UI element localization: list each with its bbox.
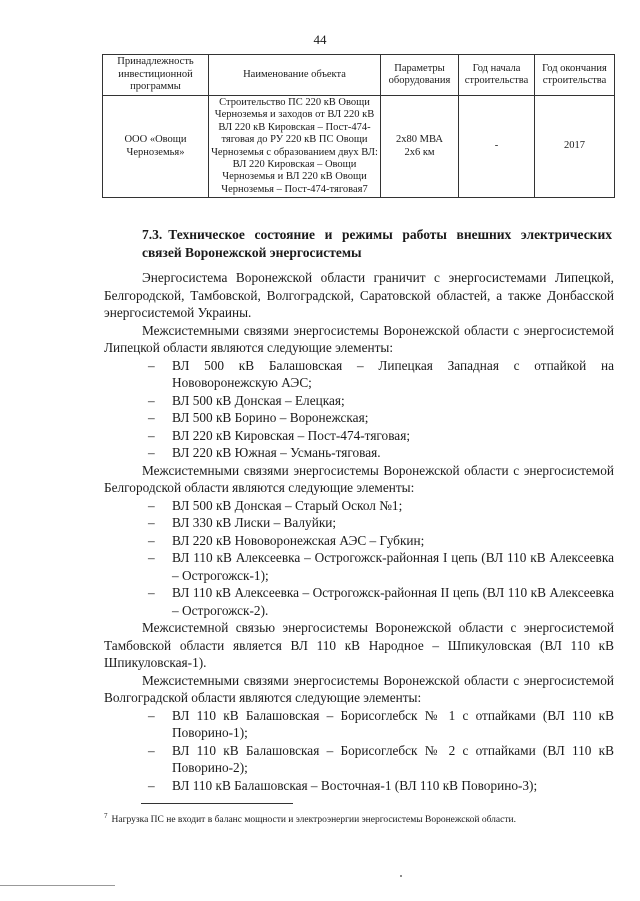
list-dash: – bbox=[148, 515, 155, 530]
footnote-mark: 7 bbox=[104, 812, 108, 820]
list-item: – ВЛ 110 кВ Балашовская – Борисоглебск № 1 с отпайками (ВЛ 110 кВ Поворино-1); bbox=[148, 707, 614, 740]
section-body bbox=[104, 269, 614, 794]
header-object: Наименование объекта bbox=[209, 55, 381, 96]
list-item: – ВЛ 220 кВ Нововоронежская АЭС – Губкин; bbox=[148, 532, 425, 548]
header-start-year: Год начала строительства bbox=[459, 55, 535, 96]
paragraph-tambov: Межсистемной связью энергосистемы Воронежской области с энергосистемой Тамбовской области является ВЛ 110 кВ Народное – Шпикуловская (ВЛ 110 кВ Шпикуловская-1). bbox=[104, 620, 614, 670]
list-dash: – bbox=[148, 707, 155, 723]
cell-end-year: 2017 bbox=[535, 96, 615, 198]
paragraph-neighbors: Энергосистема Воронежской области граничит с энергосистемами Липецкой, Белгородской, Тамбовской, Волгоградской, Саратовской областей, а также Донбасской энергосистемой Украины. bbox=[104, 270, 614, 320]
list-item: – ВЛ 500 кВ Балашовская – Липецкая Западная с отпайкой на Нововоронежскую АЭС; bbox=[148, 357, 614, 390]
list-dash: – bbox=[148, 410, 155, 425]
list-item: – ВЛ 110 кВ Алексеевка – Острогожск-районная I цепь (ВЛ 110 кВ Алексеевка – Острогожск-1); bbox=[148, 550, 614, 583]
list-lipetsk bbox=[104, 357, 614, 462]
footnote-text: Нагрузка ПС не входит в баланс мощности и электроэнергии энергосистемы Воронежской области. bbox=[111, 815, 516, 826]
section-heading bbox=[142, 226, 612, 262]
section-number: 7.3. bbox=[142, 227, 163, 242]
table-row bbox=[103, 96, 615, 198]
list-dash: – bbox=[148, 427, 155, 443]
page-number: 44 bbox=[313, 32, 327, 47]
list-item: – ВЛ 500 кВ Донская – Елецкая; bbox=[148, 392, 345, 408]
list-dash: – bbox=[148, 392, 155, 408]
bottom-divider bbox=[0, 885, 115, 886]
list-belgorod bbox=[104, 497, 614, 620]
list-item: – ВЛ 500 кВ Борино – Воронежская; bbox=[148, 410, 369, 425]
list-item: – ВЛ 110 кВ Балашовская – Борисоглебск № 2 с отпайками (ВЛ 110 кВ Поворино-2); bbox=[148, 742, 614, 775]
list-dash: – bbox=[148, 532, 155, 548]
list-item: – ВЛ 220 кВ Кировская – Пост-474-тяговая; bbox=[148, 427, 411, 443]
footnote-divider bbox=[141, 803, 293, 804]
list-item: – ВЛ 500 кВ Донская – Старый Оскол №1; bbox=[148, 497, 403, 513]
list-volgograd bbox=[104, 707, 614, 795]
paragraph-belgorod-intro: Межсистемными связями энергосистемы Воронежской области с энергосистемой Белгородской области являются следующие элементы: bbox=[104, 462, 614, 495]
paragraph-lipetsk-intro: Межсистемными связями энергосистемы Воронежской области с энергосистемой Липецкой области являются следующие элементы: bbox=[104, 322, 614, 355]
list-dash: – bbox=[148, 497, 155, 513]
list-item: – ВЛ 110 кВ Балашовская – Восточная-1 (ВЛ 110 кВ Поворино-3); bbox=[148, 777, 538, 793]
table-header-row bbox=[103, 55, 615, 96]
list-dash: – bbox=[148, 445, 155, 460]
list-item: – ВЛ 330 кВ Лиски – Валуйки; bbox=[148, 515, 337, 530]
list-dash: – bbox=[148, 357, 155, 373]
footnote bbox=[104, 810, 614, 826]
cell-start-year: - bbox=[459, 96, 535, 198]
paragraph-volgograd-intro: Межсистемными связями энергосистемы Воронежской области с энергосистемой Волгоградской области являются следующие элементы: bbox=[104, 672, 614, 705]
list-item: – ВЛ 110 кВ Алексеевка – Острогожск-районная II цепь (ВЛ 110 кВ Алексеевка – Острогожск-2). bbox=[148, 585, 614, 618]
cell-params-power: 2х80 МВА bbox=[396, 134, 443, 146]
list-dash: – bbox=[148, 742, 155, 758]
section-title: Техническое состояние и режимы работы внешних электрических связей Воронежской энергосистемы bbox=[142, 227, 612, 260]
header-end-year: Год окончания строительства bbox=[535, 55, 615, 96]
list-dash: – bbox=[148, 585, 155, 600]
cell-program: ООО «Овощи Черноземья» bbox=[103, 96, 209, 198]
list-dash: – bbox=[148, 777, 155, 793]
cell-params-length: 2х6 км bbox=[404, 146, 435, 158]
investment-table bbox=[102, 54, 615, 198]
header-params: Параметры оборудования bbox=[381, 55, 459, 96]
header-program: Принадлежность инвестиционной программы bbox=[103, 55, 209, 96]
cell-object: Строительство ПС 220 кВ Овощи Черноземья и заходов от ВЛ 220 кВ ВЛ 220 кВ Кировская – Пост-474-тяговая до РУ 220 кВ ПС Овощи Черноземья с образованием двух ВЛ: ВЛ 220 Кировская – Овощи Черноземья и ВЛ 220 кВ Овощи Черноземья – Пост-474-тяговая7 bbox=[209, 96, 381, 198]
scan-artifact bbox=[400, 875, 402, 877]
list-dash: – bbox=[148, 550, 155, 565]
cell-params bbox=[381, 96, 459, 198]
list-item: – ВЛ 220 кВ Южная – Усмань-тяговая. bbox=[148, 445, 381, 460]
